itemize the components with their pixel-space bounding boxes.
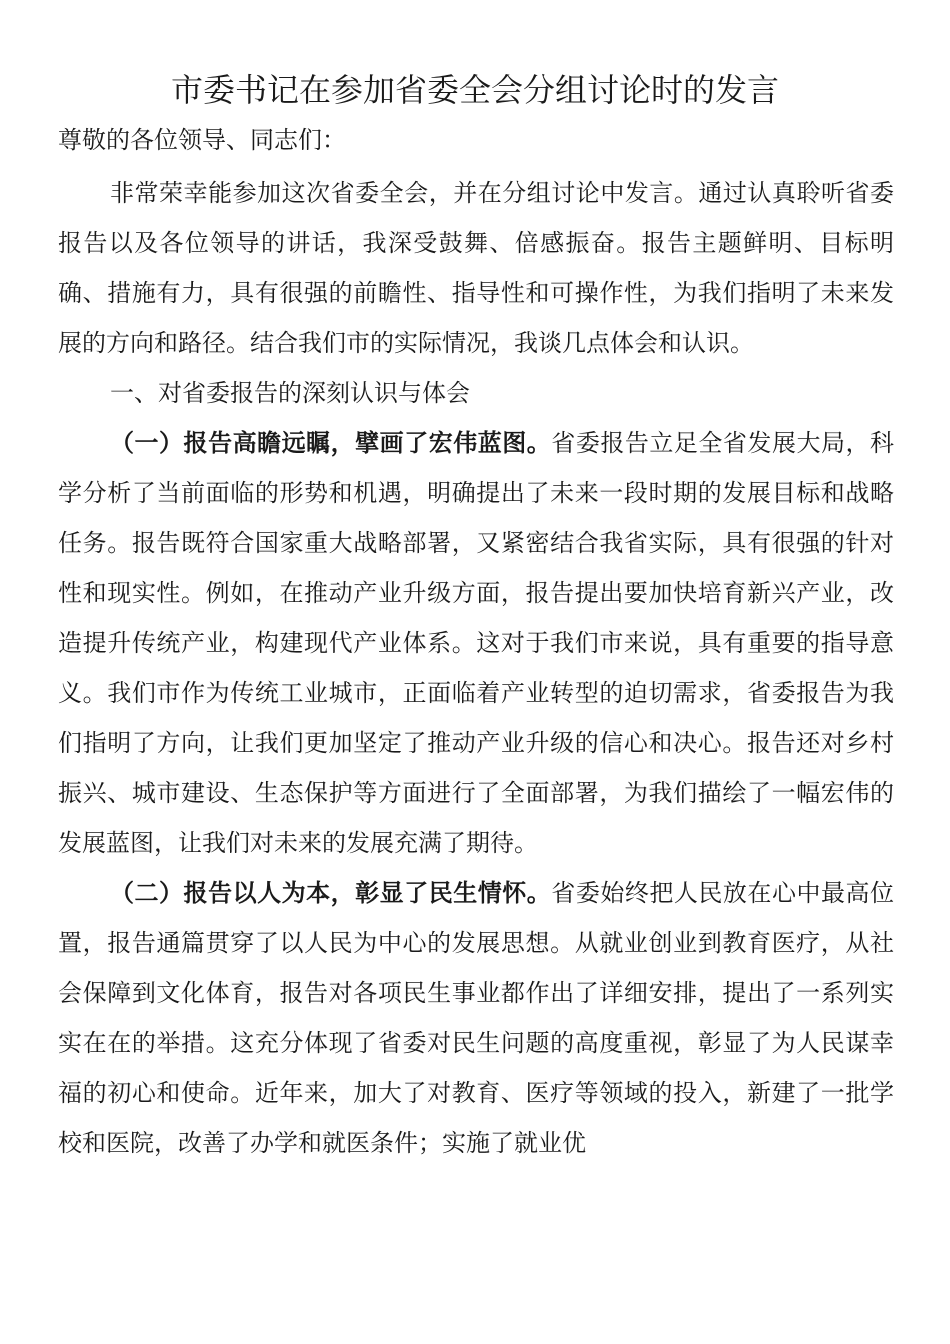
subsection-paragraph-1 xyxy=(58,418,894,868)
document-title: 市委书记在参加省委全会分组讨论时的发言 xyxy=(170,71,779,109)
subsection-lead-1: （一）报告高瞻远瞩，擘画了宏伟蓝图。 xyxy=(110,429,552,457)
intro-paragraph: 非常荣幸能参加这次省委全会，并在分组讨论中发言。通过认真聆听省委报告以及各位领导的讲话，我深受鼓舞、倍感振奋。报告主题鲜明、目标明确、措施有力，具有很强的前瞻性、指导性和可操作性，为我们指明了未来发展的方向和路径。结合我们市的实际情况，我谈几点体会和认识。 xyxy=(58,179,894,357)
greeting: 尊敬的各位领导、同志们： xyxy=(58,126,346,154)
subsection-paragraph-2 xyxy=(58,868,894,1168)
document-body xyxy=(58,120,894,1168)
subsection-lead-2: （二）报告以人为本，彰显了民生情怀。 xyxy=(110,879,552,907)
section-heading-1: 一、对省委报告的深刻认识与体会 xyxy=(110,379,470,407)
subsection-text-2: 省委始终把人民放在心中最高位置，报告通篇贯穿了以人民为中心的发展思想。从就业创业到教育医疗，从社会保障到文化体育，报告对各项民生事业都作出了详细安排，提出了一系列实实在在的举措。这充分体现了省委对民生问题的高度重视，彰显了为人民谋幸福的初心和使命。近年来，加大了对教育、医疗等领域的投入，新建了一批学校和医院，改善了办学和就医条件；实施了就业优 xyxy=(58,879,895,1157)
subsection-text-1: 省委报告立足全省发展大局，科学分析了当前面临的形势和机遇，明确提出了未来一段时期的发展目标和战略任务。报告既符合国家重大战略部署，又紧密结合我省实际，具有很强的针对性和现实性。例如，在推动产业升级方面，报告提出要加快培育新兴产业，改造提升传统产业，构建现代产业体系。这对于我们市来说，具有重要的指导意义。我们市作为传统工业城市，正面临着产业转型的迫切需求，省委报告为我们指明了方向，让我们更加坚定了推动产业升级的信心和决心。报告还对乡村振兴、城市建设、生态保护等方面进行了全面部署，为我们描绘了一幅宏伟的发展蓝图，让我们对未来的发展充满了期待。 xyxy=(58,429,895,857)
